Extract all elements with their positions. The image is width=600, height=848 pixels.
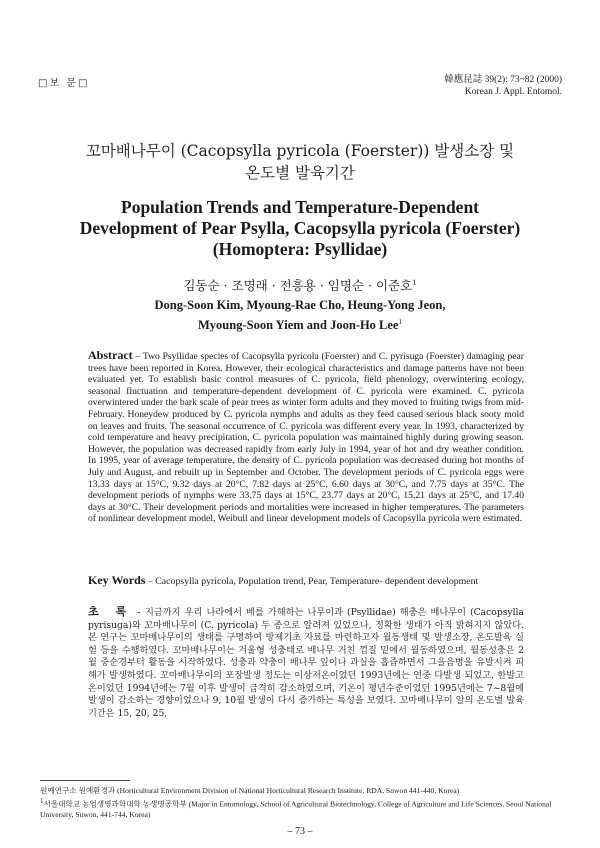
- korean-abstract-text: – 지금까지 우리 나라에서 배를 가해하는 나무이과 (Psyllidae) 해충은 배나무이 (Cacopsylla pyrisuga)와 꼬마배나무이 (C. pyricola) 두 종으로 알려져 있었으나, 정확한 생태가 아직 밝혀지지 않았다. 본 연구는 꼬마배나무이의 생태를 구명하여 방제기초 자료를 마련하고자 월동생태 및 발생소장, 온도발육 실험 등을 수행하였다. 꼬마배나무이는 겨울형 성충태로 배나무 거친 껍질 밑에서 월동하였으며, 월동성충은 2월 중순경부터 활동을 시작하였다. 성충과 약충이 배나무 잎이나 과실을 흡즙하면서 그을음병을 유발시켜 피해가 발생하였다. 꼬마배나무이의 포장발생 정도는 이상저온이었던 1993년에는 연중 다발생 되었고, 한발고온이었던 1994년에는 7월 이후 발생이 급격히 감소하였으며, 기온이 평년수준이었던 1995년에는 7~8월에 발생이 감소하는 경향이었으나 9, 10월 발생이 다시 증가하는 특성을 보였다. 꼬마배나무이 알의 온도별 발육기간은 15, 20, 25,: [88, 607, 524, 719]
- journal-citation: [444, 74, 562, 98]
- footnotes: [40, 786, 560, 820]
- keywords-text: – Cacopsylla pyricola, Population trend, Pear, Temperature- dependent development: [145, 576, 479, 587]
- keywords: [88, 573, 524, 588]
- abstract: [88, 350, 524, 525]
- journal-citation-line1: 韓應昆誌 39(2): 73~82 (2000): [444, 75, 562, 85]
- abstract-text: – Two Psyllidae species of Cacopsylla pyricola (Foerster) and C. pyrisuga (Foerster) damaging pear trees have been reported in Korea. However, their ecological characteristics and damage patterns have not been evaluated yet. To establish basic control measures of C. pyricola, field phenology, overwintering ecology, seasonal fluctuation and temperature-dependent development of C. pyricola were examined. C. pyricola overwintered under the bark scale of pear trees as winter form adults and they moved to fruiting twigs from mid-February. Honeydew produced by C. pyricola nymphs and adults as they feed caused serious black sooty mold on leaves and fruits. The seasonal occurrence of C. pyricola was different every year. In 1993, characterized by cold temperature and heavy precipitation, C. pyricola population was maintained highly during growing season. However, the population was decreased rapidly from early July in 1994, year of hot and dry weather condition. In 1995, year of average temperature, the density of C. pyricola population was decreased during hot months of July and August, and rebuilt up in September and October. The development periods of C. pyricola eggs were 13.33 days at 15°C, 9.32 days at 20°C, 7.82 days at 25°C, 6.60 days at 30°C, and 7.75 days at 35°C. The development periods of nymphs were 33.75 days at 15°C, 23.77 days at 20°C, 15.21 days at 25°C, and 17.40 days at 30°C. Their development periods and mortalities were increased in higher temperatures. The parameters of nonlinear development model, Weibull and linear development models of Cacopsylla pyricola were estimated.: [88, 351, 524, 525]
- english-authors: [60, 297, 540, 334]
- footnote-affiliation-1: 원예연구소 원예환경과 (Horticultural Environment Division of National Horticultural Research Institute, RDA, Suwon 441-440, Korea): [40, 786, 460, 795]
- abstract-label: Abstract: [88, 348, 133, 362]
- english-authors-line1: Dong-Soon Kim, Myoung-Rae Cho, Heung-Yong Jeon,: [154, 298, 446, 312]
- journal-citation-line2: Korean J. Appl. Entomol.: [464, 87, 562, 97]
- footnote-divider: [40, 780, 130, 781]
- page-number: – 73 –: [287, 826, 313, 837]
- english-authors-affiliation-mark: 1: [398, 318, 402, 326]
- korean-title-line1: 꼬마배나무이 (Cacopsylla pyricola (Foerster)) 발생소장 및: [85, 142, 515, 160]
- korean-authors-affiliation-mark: 1: [412, 278, 417, 287]
- korean-abstract-label: 초 록: [88, 605, 133, 618]
- article-type-label: □보 문□: [38, 78, 90, 89]
- english-title-line2: Development of Pear Psylla, Cacopsylla pyricola (Foerster): [79, 218, 521, 238]
- english-title-line3: (Homoptera: Psyllidae): [212, 239, 388, 259]
- footnote-affiliation-2: $^1$서울대학교 농업생명과학대학 농생명공학부 (Major in Entomology, School of Agricultural Biotechnology, College of Agriculture and Life Sciences, Seoul National University, Suwon, 441-744, Korea): [40, 797, 552, 819]
- keywords-label: Key Words: [88, 573, 146, 587]
- korean-title: [60, 140, 540, 184]
- english-title: [60, 197, 540, 260]
- korean-abstract: [88, 606, 524, 720]
- english-authors-line2: Myoung-Soon Yiem and Joon-Ho Lee$^1$: [198, 318, 402, 333]
- korean-authors-names: 김동순 · 조명래 · 전흥용 · 임명순 · 이준호: [183, 278, 413, 293]
- korean-authors: [60, 276, 540, 294]
- english-title-line1: Population Trends and Temperature-Dependent: [121, 197, 479, 217]
- korean-title-line2: 온도별 발육기간: [245, 164, 355, 182]
